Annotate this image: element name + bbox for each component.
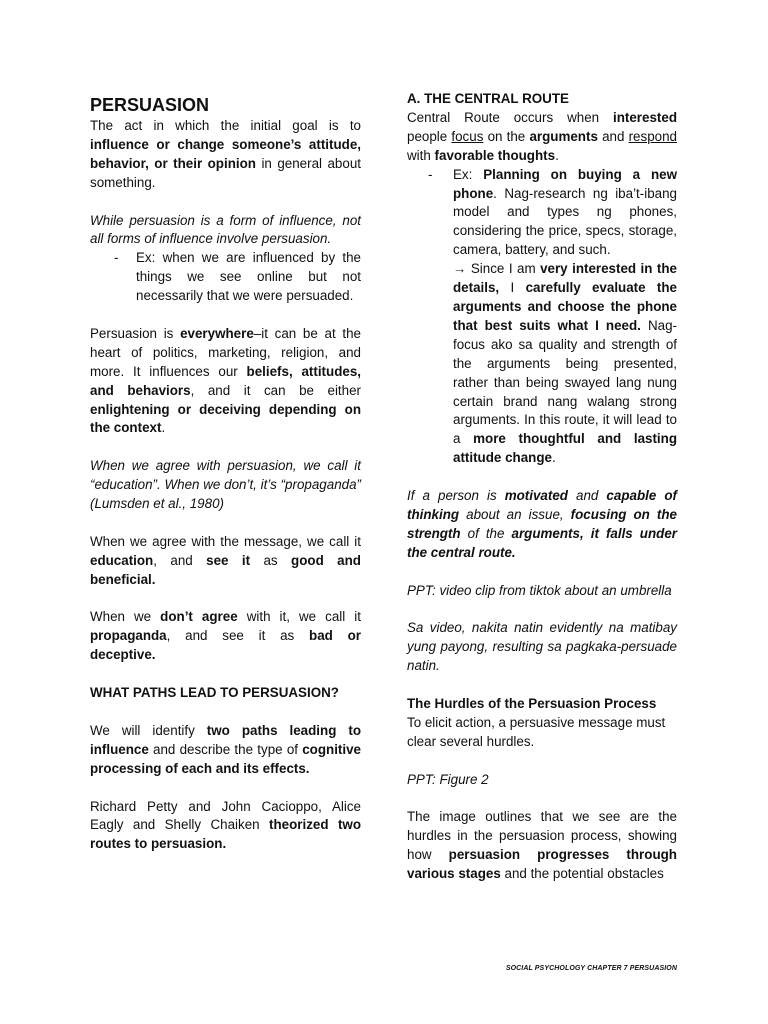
bullet-dash: - (428, 166, 433, 182)
ppt-video-note: PPT: video clip from tiktok about an umbrella (407, 582, 672, 598)
lumsden-quote: When we agree with persuasion, we call it “education”. When we don’t, it’s “propaganda” (Lumsden et al., 1980) (90, 458, 361, 512)
phone-example (407, 166, 677, 469)
online-example-text: Ex: when we are influenced by the things we see online but not necessarily that we were persuaded. (136, 250, 361, 304)
page-footer: SOCIAL PSYCHOLOGY CHAPTER 7 PERSUASION (505, 965, 677, 972)
central-route-paragraph: Central Route occurs when interested people focus on the arguments and respond with favorable thoughts. (407, 109, 677, 163)
ppt-figure-note: PPT: Figure 2 (407, 771, 489, 787)
hurdles-paragraph: To elicit action, a persuasive message must clear several hurdles. (407, 714, 666, 749)
phone-example-text: Ex: Planning on buying a new phone. Nag-research ng iba’t-ibang model and types ng phones, considering the price, specs, storage, camera, battery, and such. → Since I am very interested in the details, I carefully evaluate the arguments and choose the phone that best suits what I need. Nag-focus ako sa quality and strength of the arguments being presented, rather than being swayed lang nung certain brand nang walang strong arguments. In this route, it will lead to a more thoughtful and lasting attitude change. (453, 166, 678, 466)
right-column (407, 90, 677, 884)
italic-note: While persuasion is a form of influence, not all forms of influence involve persuasion. (90, 212, 361, 247)
education-paragraph: When we agree with the message, we call it education, and see it as good and beneficial. (90, 533, 361, 587)
bullet-dash: - (114, 250, 119, 266)
identify-paragraph: We will identify two paths leading to influence and describe the type of cognitive processing of each and its effects. (90, 722, 361, 776)
arrow-icon: → Since I am (453, 261, 541, 277)
image-outline-paragraph: The image outlines that we see are the hurdles in the persuasion process, showing how persuasion progresses through various stages and the potential obstacles (407, 809, 677, 882)
online-example (90, 249, 361, 306)
theorists-paragraph: Richard Petty and John Cacioppo, Alice Eagly and Shelly Chaiken theorized two routes to persuasion. (90, 798, 362, 852)
video-explanation: Sa video, nakita natin evidently na matibay yung payong, resulting sa pagkaka-persuade natin. (407, 620, 677, 674)
document-title: PERSUASION (90, 95, 210, 115)
everywhere-paragraph: Persuasion is everywhere–it can be at the heart of politics, marketing, religion, and more. It influences our beliefs, attitudes, and behaviors, and it can be either enlightening or deceiving depending on the context. (90, 325, 361, 436)
propaganda-paragraph: When we don’t agree with it, we call it propaganda, and see it as bad or deceptive. (90, 609, 362, 663)
intro-paragraph: The act in which the initial goal is to influence or change someone’s attitude, behavior, or their opinion in general about something. (90, 118, 361, 190)
left-column (90, 90, 361, 854)
motivated-paragraph: If a person is motivated and capable of thinking about an issue, focusing on the strength of the arguments, it falls under the central route. (407, 488, 677, 560)
central-route-heading: A. THE CENTRAL ROUTE (407, 91, 569, 106)
paths-heading: WHAT PATHS LEAD TO PERSUASION? (90, 685, 339, 701)
hurdles-heading: The Hurdles of the Persuasion Process (407, 695, 657, 711)
